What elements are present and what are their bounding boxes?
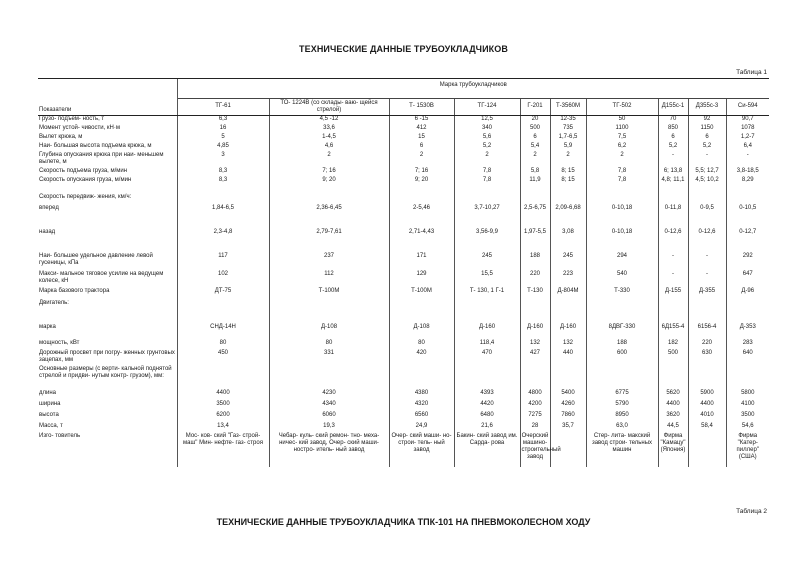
table-cell: 2 bbox=[520, 152, 550, 168]
table-cell: 16 bbox=[177, 125, 269, 134]
table-cell: 283 bbox=[726, 340, 769, 350]
table-cell: 0-10,5 bbox=[726, 205, 769, 229]
table-cell: 182 bbox=[658, 340, 688, 350]
table-cell bbox=[389, 300, 454, 324]
row-label: Скорость опускания груза, м/мин bbox=[39, 176, 132, 183]
table-cell: Фирма "Камацу" (Япония) bbox=[658, 433, 688, 467]
table-cell: 245 bbox=[454, 253, 520, 271]
table-cell: 50 bbox=[586, 116, 658, 125]
table-cell: 4800 bbox=[520, 390, 550, 401]
table-cell: 2,36-6,45 bbox=[269, 205, 389, 229]
table-cell: 5800 bbox=[726, 390, 769, 401]
table-cell: - bbox=[658, 152, 688, 168]
table-cell: 2,09-6,68 bbox=[550, 205, 586, 229]
table-cell: - bbox=[688, 253, 726, 271]
table-cell: 5 bbox=[177, 134, 269, 143]
table-cell: 2-5,46 bbox=[389, 205, 454, 229]
table-cell: 6,2 bbox=[586, 143, 658, 152]
table-cell bbox=[688, 300, 726, 324]
table-cell: Д-108 bbox=[269, 324, 389, 340]
table-cell: 5,2 bbox=[688, 143, 726, 152]
table-cell: Стер- лита- макский завод строи- тельных машин bbox=[586, 433, 658, 467]
table-cell bbox=[520, 194, 550, 205]
table-row bbox=[38, 205, 769, 229]
table-cell: 7,8 bbox=[454, 177, 520, 194]
document-subtitle: ТЕХНИЧЕСКИЕ ДАННЫЕ ТРУБОУКЛАДЧИКА ТПК-101 НА ПНЕВМОКОЛЕСНОМ ХОДУ bbox=[216, 517, 591, 527]
table-cell: 1-4,5 bbox=[269, 134, 389, 143]
table-cell: 450 bbox=[177, 350, 269, 366]
table-cell bbox=[586, 300, 658, 324]
table-cell: 8950 bbox=[586, 412, 658, 423]
table-cell: 0-10,18 bbox=[586, 229, 658, 253]
table-cell: 6156-4 bbox=[688, 324, 726, 340]
table-cell: 0-12,6 bbox=[688, 229, 726, 253]
table-cell: 6 -15 bbox=[389, 116, 454, 125]
row-label: мощность, кВт bbox=[39, 339, 80, 346]
table-cell: 3620 bbox=[658, 412, 688, 423]
table-cell: 6 bbox=[520, 134, 550, 143]
table-cell: Очер- ский маши- но- строи- тель- ный завод bbox=[389, 433, 454, 467]
table-cell: 19,3 bbox=[269, 423, 389, 433]
document-title: ТЕХНИЧЕСКИЕ ДАННЫЕ ТРУБОУКЛАДЧИКОВ bbox=[299, 44, 508, 54]
table-cell: Чебар- куль- ский ремон- тно- меха- ничес- кий завод, Очер- ский маши- ностро- итель- ный завод bbox=[269, 433, 389, 467]
table-cell: 4,5 -12 bbox=[269, 116, 389, 125]
table-row bbox=[38, 423, 769, 433]
table-cell: 600 bbox=[586, 350, 658, 366]
table-cell: 6 bbox=[389, 143, 454, 152]
spec-table bbox=[38, 78, 769, 467]
table-cell: 118,4 bbox=[454, 340, 520, 350]
table-cell bbox=[688, 433, 726, 467]
table-cell: 15 bbox=[389, 134, 454, 143]
table-cell: 0-11,8 bbox=[658, 205, 688, 229]
table-cell: 7,5 bbox=[586, 134, 658, 143]
table-cell: 6480 bbox=[454, 412, 520, 423]
row-label: Двигатель: bbox=[39, 299, 69, 306]
row-label: Изго- товитель bbox=[39, 432, 81, 439]
table-cell: 7,8 bbox=[454, 168, 520, 177]
table-cell: Т-100М bbox=[269, 288, 389, 300]
table-cell: 0-12,6 bbox=[658, 229, 688, 253]
table-cell: 5,9 bbox=[550, 143, 586, 152]
table-cell: 8ДВГ-330 bbox=[586, 324, 658, 340]
table-cell: 0-10,18 bbox=[586, 205, 658, 229]
column-header: ТГ-502 bbox=[586, 99, 658, 116]
table-cell bbox=[269, 194, 389, 205]
table-cell bbox=[688, 366, 726, 390]
table-cell: 9; 20 bbox=[389, 177, 454, 194]
table-cell: 12,5 bbox=[454, 116, 520, 125]
table-cell: 2 bbox=[389, 152, 454, 168]
table-cell: Д-155 bbox=[658, 288, 688, 300]
table-cell: 6Д155-4 bbox=[658, 324, 688, 340]
table-cell: 70 bbox=[658, 116, 688, 125]
table-cell bbox=[726, 300, 769, 324]
table-cell: 7; 16 bbox=[389, 168, 454, 177]
table-cell: 132 bbox=[550, 340, 586, 350]
table-cell: 4340 bbox=[269, 401, 389, 412]
table-cell bbox=[177, 366, 269, 390]
table-cell: 5,2 bbox=[454, 143, 520, 152]
table-cell: 3500 bbox=[726, 412, 769, 423]
table-cell: - bbox=[658, 271, 688, 288]
table-cell: 1,7-6,5 bbox=[550, 134, 586, 143]
row-label: Наи- большее удельное давление левой гусеницы, кПа bbox=[39, 252, 153, 266]
table-cell: - bbox=[688, 152, 726, 168]
table-row bbox=[38, 116, 769, 125]
row-label: Масса, т bbox=[39, 422, 63, 429]
column-header: Г-201 bbox=[520, 99, 550, 116]
table-cell: 92 bbox=[688, 116, 726, 125]
table-cell: 220 bbox=[688, 340, 726, 350]
table-cell: 3,7-10,27 bbox=[454, 205, 520, 229]
table-cell: Д-160 bbox=[520, 324, 550, 340]
table-cell: 6560 bbox=[389, 412, 454, 423]
table-cell: 0-12,7 bbox=[726, 229, 769, 253]
row-label: ширина bbox=[39, 400, 61, 407]
column-header: ТГ-61 bbox=[177, 99, 269, 116]
table-cell: 3,08 bbox=[550, 229, 586, 253]
table-cell: 4,8; 11,1 bbox=[658, 177, 688, 194]
table-row bbox=[38, 229, 769, 253]
table-cell: - bbox=[658, 253, 688, 271]
table-cell: 4,6 bbox=[269, 143, 389, 152]
table-cell: Т- 130, 1 Г-1 bbox=[454, 288, 520, 300]
table-row bbox=[38, 412, 769, 423]
table-row bbox=[38, 401, 769, 412]
table-cell bbox=[550, 366, 586, 390]
table-row bbox=[38, 194, 769, 205]
table-cell: 6,3 bbox=[177, 116, 269, 125]
row-label: вперед bbox=[39, 204, 59, 211]
table-cell: 427 bbox=[520, 350, 550, 366]
table-cell: 237 bbox=[269, 253, 389, 271]
group-header: Марка трубоукладчиков bbox=[177, 79, 769, 99]
table-cell: 58,4 bbox=[688, 423, 726, 433]
table-cell: 4400 bbox=[658, 401, 688, 412]
table-cell: 80 bbox=[177, 340, 269, 350]
table-cell: 5,6 bbox=[454, 134, 520, 143]
table-cell: 4100 bbox=[726, 401, 769, 412]
table-cell: 5,8 bbox=[520, 168, 550, 177]
table-cell: 80 bbox=[389, 340, 454, 350]
table-cell: 340 bbox=[454, 125, 520, 134]
table-cell: 7,8 bbox=[586, 177, 658, 194]
table-cell: 500 bbox=[658, 350, 688, 366]
column-header: Т-3560М bbox=[550, 99, 586, 116]
table-cell bbox=[454, 300, 520, 324]
table-cell bbox=[658, 194, 688, 205]
row-label: Основные размеры (с верти- кальной поднятой стрелой и придви- нутым контр- грузом), мм: bbox=[39, 365, 172, 379]
table-cell bbox=[389, 194, 454, 205]
table-cell: 4200 bbox=[520, 401, 550, 412]
table-cell: 8; 15 bbox=[550, 177, 586, 194]
table-cell: 647 bbox=[726, 271, 769, 288]
table-cell: 102 bbox=[177, 271, 269, 288]
table-cell: 9; 20 bbox=[269, 177, 389, 194]
row-label: Скорость передвиж- жения, км/ч: bbox=[39, 193, 132, 200]
table-cell: 2 bbox=[586, 152, 658, 168]
table-cell: 331 bbox=[269, 350, 389, 366]
row-label: Вылет крюка, м bbox=[39, 133, 83, 140]
table-cell: 8; 15 bbox=[550, 168, 586, 177]
table-cell: 245 bbox=[550, 253, 586, 271]
param-header: Показатели bbox=[38, 79, 177, 116]
table-cell: Фирма "Катер- пиллер" (США) bbox=[726, 433, 769, 467]
table-row bbox=[38, 143, 769, 152]
table-cell: Д-96 bbox=[726, 288, 769, 300]
table-cell: 8,3 bbox=[177, 177, 269, 194]
table-cell: 0-9,5 bbox=[688, 205, 726, 229]
table-cell: 420 bbox=[389, 350, 454, 366]
table-cell: ДТ-75 bbox=[177, 288, 269, 300]
table-cell: Д-108 bbox=[389, 324, 454, 340]
table-cell: 6200 bbox=[177, 412, 269, 423]
table-cell: 3 bbox=[177, 152, 269, 168]
table-cell: 7275 bbox=[520, 412, 550, 423]
table-cell: 2,79-7,61 bbox=[269, 229, 389, 253]
table-cell: 44,5 bbox=[658, 423, 688, 433]
table-cell bbox=[586, 194, 658, 205]
table-row bbox=[38, 433, 769, 467]
table-cell: 4010 bbox=[688, 412, 726, 423]
table-1-label: Таблица 1 bbox=[736, 69, 767, 76]
table-cell: 188 bbox=[586, 340, 658, 350]
table-cell: 21,6 bbox=[454, 423, 520, 433]
table-row bbox=[38, 390, 769, 401]
table-cell: 6; 13,8 bbox=[658, 168, 688, 177]
table-cell: 640 bbox=[726, 350, 769, 366]
table-cell: Мос- ков- ский "Газ- строй- маш" Мин- нефте- газ- строя bbox=[177, 433, 269, 467]
table-cell: - bbox=[726, 152, 769, 168]
table-cell: 8,3 bbox=[177, 168, 269, 177]
table-cell: 33,6 bbox=[269, 125, 389, 134]
table-cell: 6 bbox=[658, 134, 688, 143]
table-cell: 8,29 bbox=[726, 177, 769, 194]
row-label: Грузо- подъем- ность, т bbox=[39, 116, 105, 122]
table-cell: 1,2-7 bbox=[726, 134, 769, 143]
table-cell: Т-330 bbox=[586, 288, 658, 300]
table-cell bbox=[520, 300, 550, 324]
table-cell: 5790 bbox=[586, 401, 658, 412]
table-row bbox=[38, 152, 769, 168]
table-cell: 117 bbox=[177, 253, 269, 271]
table-cell: 13,4 bbox=[177, 423, 269, 433]
table-cell: 2 bbox=[269, 152, 389, 168]
row-label: Момент устой- чивости, кН·м bbox=[39, 124, 121, 131]
table-row bbox=[38, 271, 769, 288]
table-cell bbox=[550, 300, 586, 324]
table-cell: 4393 bbox=[454, 390, 520, 401]
table-cell: 5,5; 12,7 bbox=[688, 168, 726, 177]
table-cell: 5900 bbox=[688, 390, 726, 401]
table-cell: - bbox=[688, 271, 726, 288]
table-cell: Д-160 bbox=[454, 324, 520, 340]
row-label: длина bbox=[39, 389, 57, 396]
table-cell: 5620 bbox=[658, 390, 688, 401]
table-cell: Т-100М bbox=[389, 288, 454, 300]
table-cell: 735 bbox=[550, 125, 586, 134]
row-label: Макси- мальное тяговое усилие на ведущем колесе, кН bbox=[39, 270, 164, 284]
column-header: ТО- 1224В (со склады- ваю- щейся стрелой) bbox=[269, 99, 389, 116]
table-row bbox=[38, 134, 769, 143]
table-row bbox=[38, 288, 769, 300]
table-cell: 90,7 bbox=[726, 116, 769, 125]
column-header: Д355с-3 bbox=[688, 99, 726, 116]
table-cell bbox=[520, 366, 550, 390]
table-cell: Очерский машино- строительный завод bbox=[520, 433, 550, 467]
table-cell: Д-355 bbox=[688, 288, 726, 300]
row-label: Глубина опускания крюка при наи- меньшем вылете, м bbox=[39, 151, 164, 165]
table-row bbox=[38, 350, 769, 366]
table-cell: 4420 bbox=[454, 401, 520, 412]
table-cell: Д-160 bbox=[550, 324, 586, 340]
table-row bbox=[38, 253, 769, 271]
table-cell bbox=[688, 194, 726, 205]
table-cell bbox=[177, 194, 269, 205]
table-cell: 6060 bbox=[269, 412, 389, 423]
table-cell bbox=[389, 366, 454, 390]
row-label: Марка базового трактора bbox=[39, 287, 110, 294]
table-cell: 20 bbox=[520, 116, 550, 125]
table-cell: 3,8-18,5 bbox=[726, 168, 769, 177]
table-cell: 2,5-6,75 bbox=[520, 205, 550, 229]
table-cell: 129 bbox=[389, 271, 454, 288]
table-cell: 188 bbox=[520, 253, 550, 271]
table-cell: 4400 bbox=[688, 401, 726, 412]
table-cell: 412 bbox=[389, 125, 454, 134]
table-cell bbox=[177, 300, 269, 324]
table-cell bbox=[550, 194, 586, 205]
column-header: Т- 1530В bbox=[389, 99, 454, 116]
table-cell: 2 bbox=[550, 152, 586, 168]
table-row bbox=[38, 168, 769, 177]
table-cell: 5400 bbox=[550, 390, 586, 401]
table-cell: 7; 16 bbox=[269, 168, 389, 177]
table-cell: 4320 bbox=[389, 401, 454, 412]
table-cell: 3,56-9,9 bbox=[454, 229, 520, 253]
table-cell: 4260 bbox=[550, 401, 586, 412]
table-cell: 2,3-4,8 bbox=[177, 229, 269, 253]
column-header: ТГ-124 bbox=[454, 99, 520, 116]
table-cell: 500 bbox=[520, 125, 550, 134]
table-cell: 2,71-4,43 bbox=[389, 229, 454, 253]
table-cell: 12-35 bbox=[550, 116, 586, 125]
table-row bbox=[38, 300, 769, 324]
table-cell bbox=[586, 366, 658, 390]
table-cell bbox=[454, 366, 520, 390]
table-cell bbox=[726, 366, 769, 390]
table-cell: 15,5 bbox=[454, 271, 520, 288]
table-cell bbox=[726, 194, 769, 205]
table-cell: 4380 bbox=[389, 390, 454, 401]
column-header: Си-594 bbox=[726, 99, 769, 116]
table-cell: 6775 bbox=[586, 390, 658, 401]
table-cell: 440 bbox=[550, 350, 586, 366]
table-cell bbox=[269, 366, 389, 390]
table-cell: 28 bbox=[520, 423, 550, 433]
table-cell bbox=[658, 300, 688, 324]
table-cell: Т-130 bbox=[520, 288, 550, 300]
table-cell: Д-353 bbox=[726, 324, 769, 340]
table-cell: 223 bbox=[550, 271, 586, 288]
table-row bbox=[38, 340, 769, 350]
row-label: Дорожный просвет при погру- женных грунтовых зацепах, мм bbox=[39, 349, 175, 363]
table-cell: 3500 bbox=[177, 401, 269, 412]
table-2-label: Таблица 2 bbox=[736, 508, 767, 515]
table-cell: 7,8 bbox=[586, 168, 658, 177]
table-cell: 11,9 bbox=[520, 177, 550, 194]
table-cell: 63,0 bbox=[586, 423, 658, 433]
table-cell: 1078 bbox=[726, 125, 769, 134]
table-cell: 132 bbox=[520, 340, 550, 350]
table-row bbox=[38, 324, 769, 340]
table-cell: 470 bbox=[454, 350, 520, 366]
table-cell: 171 bbox=[389, 253, 454, 271]
row-label: Скорость подъема груза, м/мин bbox=[39, 167, 128, 174]
table-row bbox=[38, 177, 769, 194]
column-header: Д155с-1 bbox=[658, 99, 688, 116]
table-cell: 1,97-5,5 bbox=[520, 229, 550, 253]
row-label: высота bbox=[39, 411, 59, 418]
table-cell: 24,9 bbox=[389, 423, 454, 433]
table-cell: 112 bbox=[269, 271, 389, 288]
table-cell: 1100 bbox=[586, 125, 658, 134]
table-cell: 1150 bbox=[688, 125, 726, 134]
table-cell: 6 bbox=[688, 134, 726, 143]
table-row bbox=[38, 366, 769, 390]
table-cell: 540 bbox=[586, 271, 658, 288]
row-label: назад bbox=[39, 228, 56, 235]
table-cell: Бакин- ский завод им. Сарда- рова bbox=[454, 433, 520, 467]
table-cell: 4,85 bbox=[177, 143, 269, 152]
table-cell: 6,4 bbox=[726, 143, 769, 152]
row-label: Наи- большая высота подъема крюка, м bbox=[39, 142, 152, 149]
table-cell: 35,7 bbox=[550, 423, 586, 433]
table-cell bbox=[269, 300, 389, 324]
table-cell bbox=[454, 194, 520, 205]
table-cell: 4400 bbox=[177, 390, 269, 401]
table-cell: 1,84-6,5 bbox=[177, 205, 269, 229]
table-cell: 294 bbox=[586, 253, 658, 271]
table-cell: 220 bbox=[520, 271, 550, 288]
table-cell: 292 bbox=[726, 253, 769, 271]
table-cell: 54,6 bbox=[726, 423, 769, 433]
table-cell: 850 bbox=[658, 125, 688, 134]
table-cell: 630 bbox=[688, 350, 726, 366]
table-cell: 4,5; 10,2 bbox=[688, 177, 726, 194]
table-cell: Д-804М bbox=[550, 288, 586, 300]
table-cell: 4230 bbox=[269, 390, 389, 401]
table-cell: 5,4 bbox=[520, 143, 550, 152]
table-row bbox=[38, 125, 769, 134]
row-label: марка bbox=[39, 323, 56, 330]
table-cell: 80 bbox=[269, 340, 389, 350]
table-cell: 2 bbox=[454, 152, 520, 168]
table-cell bbox=[658, 366, 688, 390]
table-cell: СНД-14Н bbox=[177, 324, 269, 340]
table-cell: 5,2 bbox=[658, 143, 688, 152]
table-cell: 7860 bbox=[550, 412, 586, 423]
